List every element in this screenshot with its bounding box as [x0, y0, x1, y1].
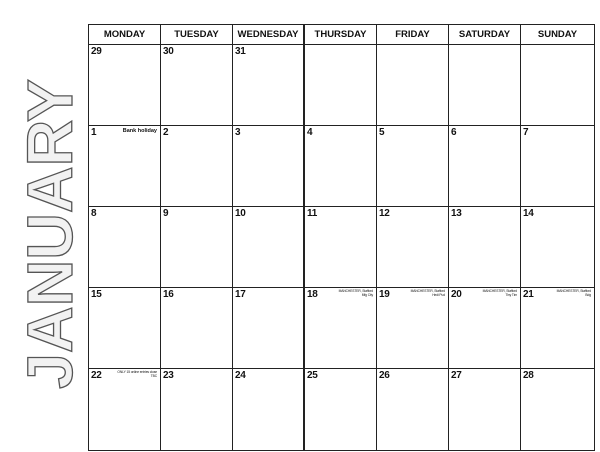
day-cell[interactable] — [521, 126, 594, 206]
day-cell[interactable] — [449, 369, 521, 450]
week-row — [89, 45, 594, 126]
day-cell[interactable] — [521, 369, 594, 450]
day-number: 29 — [91, 46, 102, 57]
weekday-saturday: SATURDAY — [449, 25, 521, 44]
day-number: 25 — [307, 370, 318, 381]
day-note: Bank holiday — [122, 128, 157, 134]
day-note: MANCHESTER, Stafford Hedi Pud — [410, 289, 445, 297]
day-cell[interactable] — [521, 288, 594, 368]
day-cell[interactable] — [449, 207, 521, 287]
day-number: 23 — [163, 370, 174, 381]
day-cell[interactable] — [377, 369, 449, 450]
month-label: JANUARY — [14, 82, 86, 389]
day-cell[interactable] — [89, 126, 161, 206]
day-cell[interactable] — [449, 126, 521, 206]
day-cell[interactable] — [521, 207, 594, 287]
day-cell[interactable] — [161, 126, 233, 206]
day-number: 17 — [235, 289, 246, 300]
day-number: 19 — [379, 289, 390, 300]
day-cell[interactable] — [377, 126, 449, 206]
day-number: 2 — [163, 127, 169, 138]
day-cell[interactable] — [233, 126, 305, 206]
weekday-friday: FRIDAY — [377, 25, 449, 44]
day-cell[interactable] — [233, 45, 305, 125]
day-cell[interactable] — [161, 207, 233, 287]
day-number: 13 — [451, 208, 462, 219]
day-cell[interactable] — [233, 207, 305, 287]
weekday-wednesday: WEDNESDAY — [233, 25, 305, 44]
day-number: 4 — [307, 127, 313, 138]
weekday-thursday: THURSDAY — [305, 25, 377, 44]
weeks — [89, 45, 594, 450]
day-cell[interactable] — [161, 288, 233, 368]
day-cell[interactable] — [305, 288, 377, 368]
day-number: 11 — [307, 208, 317, 219]
day-cell[interactable] — [89, 207, 161, 287]
day-number: 30 — [163, 46, 174, 57]
day-cell[interactable] — [89, 369, 161, 450]
day-cell[interactable] — [233, 369, 305, 450]
day-number: 1 — [91, 127, 97, 138]
day-number: 16 — [163, 289, 174, 300]
day-cell[interactable] — [305, 207, 377, 287]
day-cell[interactable] — [377, 288, 449, 368]
day-cell[interactable] — [89, 45, 161, 125]
week-row — [89, 288, 594, 369]
day-number: 9 — [163, 208, 169, 219]
day-number: 5 — [379, 127, 385, 138]
day-cell[interactable] — [377, 207, 449, 287]
day-note: MANCHESTER, Stafford Bdg — [556, 289, 591, 297]
day-number: 18 — [307, 289, 318, 300]
day-number: 14 — [523, 208, 534, 219]
day-number: 3 — [235, 127, 241, 138]
month-title — [4, 24, 88, 444]
day-number: 15 — [91, 289, 102, 300]
day-cell[interactable] — [305, 369, 377, 450]
day-cell[interactable] — [377, 45, 449, 125]
day-number: 26 — [379, 370, 390, 381]
day-cell[interactable] — [449, 288, 521, 368]
day-number: 6 — [451, 127, 457, 138]
day-number: 31 — [235, 46, 246, 57]
day-number: 20 — [451, 289, 462, 300]
day-note: MANCHESTER, Stafford Mfg City — [338, 289, 373, 297]
day-note: MANCHESTER, Stafford Tiny Tim — [482, 289, 517, 297]
weekday-sunday: SUNDAY — [537, 29, 578, 40]
day-cell[interactable] — [161, 45, 233, 125]
day-number: 8 — [91, 208, 97, 219]
day-cell[interactable] — [449, 45, 521, 125]
day-note: ONLY 15 online entries close TBC — [117, 370, 157, 378]
day-cell[interactable] — [305, 126, 377, 206]
day-cell[interactable] — [161, 369, 233, 450]
weekday-tuesday: TUESDAY — [161, 25, 233, 44]
day-number: 27 — [451, 370, 462, 381]
day-number: 24 — [235, 370, 246, 381]
day-cell[interactable] — [89, 288, 161, 368]
day-number: 22 — [91, 370, 102, 381]
day-cell[interactable] — [305, 45, 377, 125]
day-cell[interactable] — [521, 45, 594, 125]
day-number: 7 — [523, 127, 529, 138]
week-row — [89, 207, 594, 288]
day-number: 10 — [235, 208, 246, 219]
day-number: 12 — [379, 208, 390, 219]
week-row — [89, 369, 594, 450]
weekday-header — [89, 25, 594, 45]
day-number: 28 — [523, 370, 534, 381]
weekday-monday: MONDAY — [89, 25, 161, 44]
calendar-grid — [88, 24, 595, 451]
day-number: 21 — [523, 289, 534, 300]
day-cell[interactable] — [233, 288, 305, 368]
week-row — [89, 126, 594, 207]
